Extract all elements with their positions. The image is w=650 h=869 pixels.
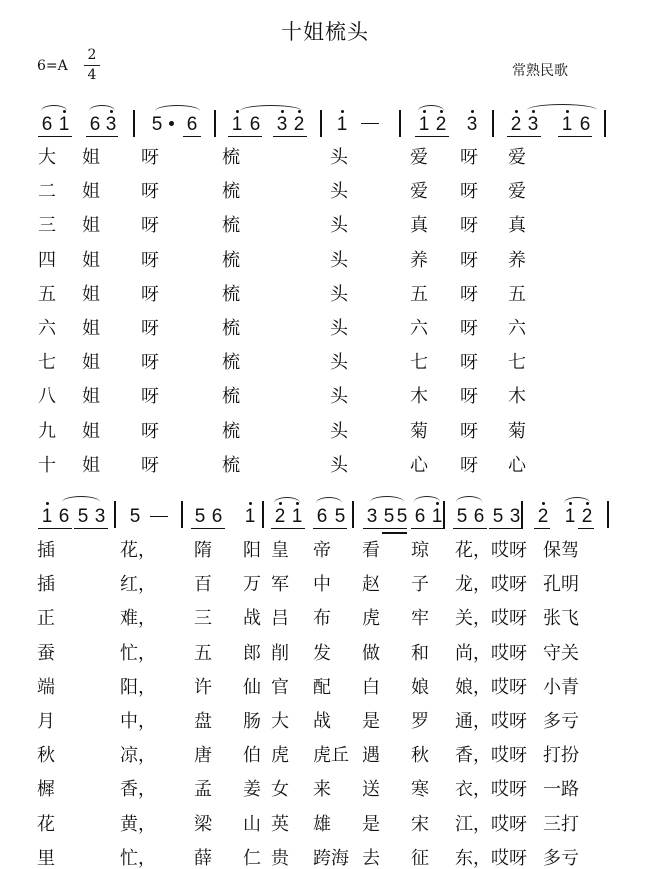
lyric-syllable: 尚，哎呀 (455, 642, 527, 664)
lyric-syllable: 梳 (222, 283, 240, 305)
lyric-syllable: 四 (38, 249, 56, 271)
lyric-syllable: 里 (37, 847, 55, 869)
lyric-syllable: 梳 (222, 352, 240, 374)
lyric-syllable: 山 (243, 813, 261, 835)
lyric-syllable: 梳 (222, 454, 240, 476)
note: 6 (211, 506, 223, 527)
slur (316, 497, 342, 503)
lyric-syllable: 呀 (460, 215, 478, 237)
note: 3 (105, 114, 117, 135)
lyric-syllable: 是 (362, 711, 380, 732)
lyric-syllable: 多亏 (543, 711, 579, 732)
lyric-syllable: 呀 (141, 454, 159, 476)
lyric-syllable: 伯 (243, 745, 261, 767)
bar-line (114, 501, 116, 528)
lyric-syllable: 孟 (194, 779, 212, 801)
lyric-syllable: 黄， (120, 813, 156, 835)
note: 5 (194, 506, 206, 527)
lyric-syllable: 插 (37, 540, 55, 561)
lyric-syllable: 梳 (222, 181, 240, 203)
lyric-syllable: 香，哎呀 (455, 745, 527, 767)
lyric-syllable: 心 (410, 454, 428, 476)
lyric-syllable: 端 (37, 676, 55, 698)
lyric-syllable: 爱 (410, 147, 428, 168)
lyric-syllable: 蚕 (37, 642, 55, 664)
lyric-syllable: 衣，哎呀 (455, 779, 527, 801)
lyric-syllable: 呀 (141, 420, 159, 442)
time-signature-top: 2 (87, 47, 97, 63)
slur (62, 496, 100, 502)
lyric-syllable: 姐 (82, 283, 100, 305)
note: 6 (414, 506, 426, 527)
lyric-syllable: 插 (37, 574, 55, 596)
lyric-syllable: 阳 (243, 540, 261, 561)
lyric-syllable: 大 (271, 711, 289, 732)
song-title: 十姐梳头 (281, 20, 369, 44)
lyric-syllable: 姐 (82, 352, 100, 374)
beam (453, 528, 487, 529)
lyric-syllable: 三打 (543, 813, 579, 835)
lyric-syllable: 养 (410, 249, 428, 271)
lyric-syllable: 呀 (460, 147, 478, 168)
lyric-syllable: 香， (120, 779, 156, 801)
lyric-syllable: 琼 (411, 540, 429, 561)
beam (411, 528, 445, 529)
beam (363, 528, 407, 529)
lyric-syllable: 五 (410, 283, 428, 305)
lyric-syllable: 难， (120, 608, 156, 630)
octave-dot (569, 502, 572, 505)
lyric-syllable: 子 (411, 574, 429, 596)
note: 6 (41, 114, 53, 135)
lyric-syllable: 赵 (362, 574, 380, 596)
octave-dot (436, 502, 439, 505)
bar-line (181, 501, 183, 528)
lyric-syllable: 中， (120, 711, 156, 732)
note: 6 (58, 506, 70, 527)
lyric-syllable: 阳， (120, 676, 156, 698)
lyric-syllable: 英 (271, 813, 289, 835)
lyric-syllable: 小青 (543, 676, 579, 698)
lyric-syllable: 是 (362, 813, 380, 835)
lyric-syllable: 娘 (411, 676, 429, 698)
lyric-syllable: 七 (410, 352, 428, 374)
lyric-syllable: 梳 (222, 215, 240, 237)
lyric-syllable: 虎 (362, 608, 380, 630)
lyric-syllable: 头 (330, 420, 348, 442)
lyric-syllable: 姐 (82, 215, 100, 237)
lyric-syllable: 头 (330, 147, 348, 168)
lyric-syllable: 呀 (141, 352, 159, 374)
lyric-syllable: 呀 (141, 215, 159, 237)
note: 6 (316, 506, 328, 527)
lyric-syllable: 六 (38, 318, 56, 339)
lyric-syllable: 正 (37, 608, 55, 630)
lyric-syllable: 寒 (411, 779, 429, 801)
note: 3 (366, 506, 378, 527)
lyric-syllable: 一路 (543, 779, 579, 801)
beam (578, 528, 594, 529)
lyric-syllable: 真 (410, 215, 428, 237)
octave-dot (296, 502, 299, 505)
lyric-syllable: 五 (508, 283, 526, 305)
note: 6 (89, 114, 101, 135)
lyric-syllable: 和 (411, 642, 429, 664)
lyric-syllable: 梳 (222, 386, 240, 408)
note: 5 (456, 506, 468, 527)
lyric-syllable: 皇 (271, 540, 289, 561)
lyric-syllable: 头 (330, 318, 348, 339)
lyric-syllable: 六 (410, 318, 428, 339)
lyric-syllable: 做 (362, 642, 380, 664)
lyric-syllable: 呀 (460, 249, 478, 271)
lyric-syllable: 布 (313, 608, 331, 630)
lyric-syllable: 中 (313, 574, 331, 596)
lyric-syllable: 东，哎呀 (455, 847, 527, 869)
note: 3 (276, 114, 288, 135)
beam (534, 528, 550, 529)
lyric-syllable: 呀 (141, 181, 159, 203)
lyric-syllable: 二 (38, 181, 56, 203)
note: 5 (77, 506, 89, 527)
lyric-syllable: 梳 (222, 420, 240, 442)
lyric-syllable: 守关 (543, 642, 579, 664)
note: 5 (492, 506, 504, 527)
lyric-syllable: 军 (271, 574, 289, 596)
lyric-syllable: 跨海 (313, 847, 349, 869)
note: 2 (537, 506, 549, 527)
lyric-syllable: 忙， (120, 847, 156, 869)
lyric-syllable: 红， (120, 574, 156, 596)
lyric-syllable: 梁 (194, 813, 212, 835)
lyric-syllable: 姜 (243, 779, 261, 801)
lyric-syllable: 五 (194, 642, 212, 664)
lyric-syllable: 娘，哎呀 (455, 676, 527, 698)
lyric-syllable: 虎 (271, 745, 289, 767)
lyric-syllable: 关，哎呀 (455, 608, 527, 630)
lyric-syllable: 头 (330, 352, 348, 374)
lyric-syllable: 秋 (411, 745, 429, 767)
note: 1 (41, 506, 53, 527)
lyric-syllable: 呀 (460, 283, 478, 305)
lyric-syllable: 五 (38, 283, 56, 305)
note: 5 (383, 506, 395, 527)
lyric-syllable: 送 (362, 779, 380, 801)
lyric-syllable: 菊 (410, 420, 428, 442)
lyric-syllable: 来 (313, 779, 331, 801)
octave-dot (542, 502, 545, 505)
lyric-syllable: 官 (271, 676, 289, 698)
lyric-syllable: 大 (38, 147, 56, 168)
bar-line (521, 501, 523, 528)
lyric-syllable: 九 (38, 420, 56, 442)
lyric-syllable: 百 (194, 574, 212, 596)
note: 6 (249, 114, 261, 135)
lyric-syllable: 樨 (37, 779, 55, 801)
lyric-syllable: 头 (330, 249, 348, 271)
lyric-syllable: 梳 (222, 249, 240, 271)
lyric-syllable: 呀 (460, 420, 478, 442)
lyric-syllable: 牢 (411, 608, 429, 630)
beam (38, 528, 72, 529)
lyric-syllable: 六 (508, 318, 526, 339)
lyric-syllable: 呀 (460, 181, 478, 203)
beam-double (382, 532, 407, 534)
lyric-syllable: 多亏 (543, 847, 579, 869)
beam (313, 528, 347, 529)
lyric-syllable: 姐 (82, 454, 100, 476)
beam (74, 528, 108, 529)
lyric-syllable: 呀 (460, 352, 478, 374)
beam (489, 528, 523, 529)
lyric-syllable: 养 (508, 249, 526, 271)
lyric-syllable: 三 (194, 608, 212, 630)
note: 5 (396, 506, 408, 527)
beam (191, 528, 225, 529)
lyric-syllable: 八 (38, 386, 56, 408)
lyric-syllable: 爱 (410, 181, 428, 203)
lyric-syllable: 姐 (82, 318, 100, 339)
lyric-syllable: 呀 (460, 454, 478, 476)
lyric-syllable: 帝 (313, 540, 331, 561)
lyric-syllable: 削 (271, 642, 289, 664)
bar-line (352, 501, 354, 528)
lyric-syllable: 爱 (508, 181, 526, 203)
lyric-syllable: 征 (411, 847, 429, 869)
lyric-syllable: 战 (313, 711, 331, 732)
lyric-syllable: 花，哎呀 (455, 540, 527, 561)
lyric-syllable: 七 (508, 352, 526, 374)
lyric-syllable: 木 (508, 386, 526, 408)
lyric-syllable: 头 (330, 454, 348, 476)
note: 1 (564, 506, 576, 527)
lyric-syllable: 罗 (411, 711, 429, 732)
lyric-syllable: 花 (37, 813, 55, 835)
key-signature: 6=A (37, 58, 68, 74)
note: 1 (561, 114, 573, 135)
note: 1 (291, 506, 303, 527)
lyric-syllable: 万 (243, 574, 261, 596)
lyric-syllable: 战 (243, 608, 261, 630)
lyric-syllable: 姐 (82, 386, 100, 408)
lyric-syllable: 头 (330, 283, 348, 305)
bar-line (443, 501, 445, 528)
lyric-syllable: 木 (410, 386, 428, 408)
octave-dot (249, 502, 252, 505)
lyric-syllable: 梳 (222, 147, 240, 168)
lyric-syllable: 花， (120, 540, 156, 561)
lyric-syllable: 呀 (141, 147, 159, 168)
lyric-syllable: 姐 (82, 420, 100, 442)
time-signature-bottom: 4 (87, 67, 97, 83)
lyric-syllable: 发 (313, 642, 331, 664)
note: 6 (186, 114, 198, 135)
note: 1 (244, 506, 256, 527)
lyric-syllable: 忙， (120, 642, 156, 664)
lyric-syllable: 菊 (508, 420, 526, 442)
slur (456, 496, 482, 502)
lyric-syllable: 呀 (141, 249, 159, 271)
bar-line (607, 501, 609, 528)
lyric-syllable: 呀 (460, 318, 478, 339)
octave-dot (46, 502, 49, 505)
lyric-syllable: 薛 (194, 847, 212, 869)
lyric-syllable: 心 (508, 454, 526, 476)
lyric-syllable: 雄 (313, 813, 331, 835)
lyric-syllable: 打扮 (543, 745, 579, 767)
sustain-dash (150, 516, 168, 517)
note: 1 (336, 114, 348, 135)
slur (370, 496, 404, 502)
lyric-syllable: 遇 (362, 745, 380, 767)
lyric-syllable: 呀 (460, 386, 478, 408)
lyric-syllable: 仁 (243, 847, 261, 869)
lyric-syllable: 凉， (120, 745, 156, 767)
lyric-syllable: 呀 (141, 386, 159, 408)
lyric-syllable: 盘 (194, 711, 212, 732)
lyric-syllable: 郎 (243, 642, 261, 664)
lyric-syllable: 肠 (243, 711, 261, 732)
lyric-syllable: 吕 (271, 608, 289, 630)
note: 3 (466, 114, 478, 135)
lyric-syllable: 七 (38, 352, 56, 374)
lyric-syllable: 江，哎呀 (455, 813, 527, 835)
lyric-syllable: 三 (38, 215, 56, 237)
lyric-syllable: 仙 (243, 676, 261, 698)
note: 1 (58, 114, 70, 135)
lyric-syllable: 张飞 (543, 608, 579, 630)
lyric-syllable: 姐 (82, 181, 100, 203)
song-origin: 常熟民歌 (512, 63, 568, 79)
lyric-syllable: 唐 (194, 745, 212, 767)
note: 1 (418, 114, 430, 135)
note: 5 (334, 506, 346, 527)
lyric-syllable: 真 (508, 215, 526, 237)
lyric-syllable: 白 (362, 676, 380, 698)
lyric-syllable: 头 (330, 181, 348, 203)
lyric-syllable: 许 (194, 676, 212, 698)
lyric-syllable: 呀 (141, 318, 159, 339)
lyric-syllable: 女 (271, 779, 289, 801)
lyric-syllable: 龙，哎呀 (455, 574, 527, 596)
lyric-syllable: 通，哎呀 (455, 711, 527, 732)
lyric-syllable: 梳 (222, 318, 240, 339)
lyric-syllable: 孔明 (543, 574, 579, 596)
lyric-syllable: 十 (38, 454, 56, 476)
lyric-syllable: 隋 (194, 540, 212, 561)
note: 2 (581, 506, 593, 527)
lyric-syllable: 秋 (37, 745, 55, 767)
bar-line (262, 501, 264, 528)
beam (271, 528, 305, 529)
note: 2 (435, 114, 447, 135)
lyric-syllable: 姐 (82, 147, 100, 168)
lyric-syllable: 贵 (271, 847, 289, 869)
lyric-syllable: 保驾 (543, 540, 579, 561)
note: 2 (274, 506, 286, 527)
note: 6 (579, 114, 591, 135)
note: 5 (129, 506, 141, 527)
note: 1 (231, 114, 243, 135)
octave-dot (279, 502, 282, 505)
lyric-syllable: 头 (330, 215, 348, 237)
note: 5 (151, 114, 163, 135)
lyric-syllable: 爱 (508, 147, 526, 168)
lyric-syllable: 看 (362, 540, 380, 561)
lyric-syllable: 配 (313, 676, 331, 698)
lyric-syllable: 姐 (82, 249, 100, 271)
note: 3 (509, 506, 521, 527)
lyric-syllable: 虎丘 (313, 745, 349, 767)
note: 1 (431, 506, 443, 527)
note: 2 (293, 114, 305, 135)
lyric-syllable: 月 (37, 711, 55, 732)
octave-dot (586, 502, 589, 505)
note: 2 (510, 114, 522, 135)
lyric-syllable: 呀 (141, 283, 159, 305)
lyric-syllable: 去 (362, 847, 380, 869)
note: 3 (94, 506, 106, 527)
lyric-syllable: 头 (330, 386, 348, 408)
note: 6 (473, 506, 485, 527)
lyric-syllable: 宋 (411, 813, 429, 835)
note: 3 (527, 114, 539, 135)
